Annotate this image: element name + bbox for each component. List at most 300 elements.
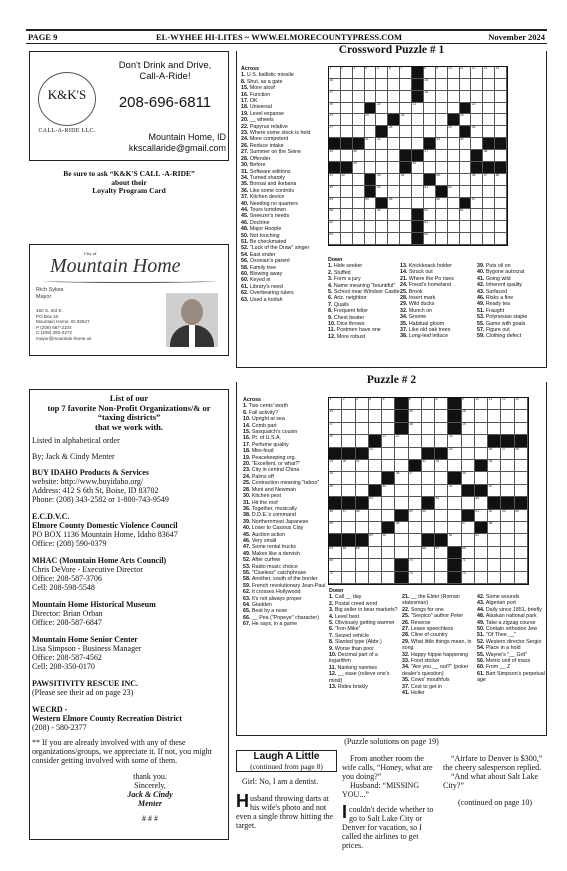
- grid-cell[interactable]: [382, 559, 395, 571]
- grid-cell[interactable]: [515, 510, 528, 522]
- grid-cell[interactable]: [342, 423, 355, 435]
- grid-cell[interactable]: [365, 162, 377, 174]
- grid-cell[interactable]: [341, 67, 353, 79]
- grid-cell[interactable]: [388, 198, 400, 210]
- grid-cell[interactable]: [376, 186, 388, 198]
- grid-cell[interactable]: [424, 150, 436, 162]
- grid-cell[interactable]: [475, 559, 488, 571]
- grid-cell[interactable]: [400, 79, 412, 91]
- grid-cell[interactable]: [341, 126, 353, 138]
- grid-cell[interactable]: [448, 448, 461, 460]
- grid-cell[interactable]: [353, 114, 365, 126]
- grid-cell[interactable]: [471, 221, 483, 233]
- grid-cell[interactable]: [495, 79, 507, 91]
- grid-cell[interactable]: [356, 472, 369, 484]
- grid-cell[interactable]: [475, 410, 488, 422]
- grid-cell[interactable]: [495, 186, 507, 198]
- grid-cell[interactable]: [376, 209, 388, 221]
- grid-cell[interactable]: [436, 114, 448, 126]
- grid-cell[interactable]: [501, 534, 514, 546]
- grid-cell[interactable]: [400, 67, 412, 79]
- grid-cell[interactable]: [495, 174, 507, 186]
- grid-cell[interactable]: [422, 423, 435, 435]
- grid-cell[interactable]: [471, 103, 483, 115]
- grid-cell[interactable]: [448, 485, 461, 497]
- grid-cell[interactable]: [382, 485, 395, 497]
- grid-cell[interactable]: [515, 460, 528, 472]
- grid-cell[interactable]: [448, 79, 460, 91]
- grid-cell[interactable]: [462, 435, 475, 447]
- grid-cell[interactable]: [424, 103, 436, 115]
- grid-cell[interactable]: [329, 522, 342, 534]
- grid-cell[interactable]: [435, 423, 448, 435]
- grid-cell[interactable]: [376, 67, 388, 79]
- grid-cell[interactable]: [382, 460, 395, 472]
- grid-cell[interactable]: [412, 126, 424, 138]
- grid-cell[interactable]: [329, 435, 342, 447]
- grid-cell[interactable]: [400, 114, 412, 126]
- grid-cell[interactable]: [395, 435, 408, 447]
- grid-cell[interactable]: [365, 79, 377, 91]
- grid-cell[interactable]: [495, 91, 507, 103]
- grid-cell[interactable]: [329, 174, 341, 186]
- grid-cell[interactable]: [376, 79, 388, 91]
- grid-cell[interactable]: [376, 103, 388, 115]
- grid-cell[interactable]: [435, 472, 448, 484]
- puzzle1-grid[interactable]: [328, 66, 508, 246]
- grid-cell[interactable]: [435, 410, 448, 422]
- grid-cell[interactable]: [475, 510, 488, 522]
- grid-cell[interactable]: [501, 472, 514, 484]
- grid-cell[interactable]: [435, 460, 448, 472]
- puzzle2-grid[interactable]: [328, 397, 529, 585]
- grid-cell[interactable]: [329, 472, 342, 484]
- grid-cell[interactable]: [448, 198, 460, 210]
- grid-cell[interactable]: [495, 221, 507, 233]
- grid-cell[interactable]: [515, 547, 528, 559]
- grid-cell[interactable]: [342, 522, 355, 534]
- grid-cell[interactable]: [424, 186, 436, 198]
- grid-cell[interactable]: [495, 233, 507, 245]
- grid-cell[interactable]: [501, 522, 514, 534]
- grid-cell[interactable]: [376, 91, 388, 103]
- grid-cell[interactable]: [409, 497, 422, 509]
- grid-cell[interactable]: [369, 497, 382, 509]
- grid-cell[interactable]: [342, 559, 355, 571]
- grid-cell[interactable]: [376, 233, 388, 245]
- grid-cell[interactable]: [471, 138, 483, 150]
- grid-cell[interactable]: [515, 423, 528, 435]
- grid-cell[interactable]: [436, 67, 448, 79]
- grid-cell[interactable]: [353, 91, 365, 103]
- grid-cell[interactable]: [365, 198, 377, 210]
- grid-cell[interactable]: [329, 150, 341, 162]
- grid-cell[interactable]: [388, 67, 400, 79]
- grid-cell[interactable]: [462, 448, 475, 460]
- grid-cell[interactable]: [369, 510, 382, 522]
- grid-cell[interactable]: [483, 221, 495, 233]
- grid-cell[interactable]: [395, 448, 408, 460]
- grid-cell[interactable]: [435, 547, 448, 559]
- grid-cell[interactable]: [341, 114, 353, 126]
- grid-cell[interactable]: [515, 559, 528, 571]
- grid-cell[interactable]: [471, 233, 483, 245]
- grid-cell[interactable]: [353, 186, 365, 198]
- grid-cell[interactable]: [488, 559, 501, 571]
- grid-cell[interactable]: [471, 174, 483, 186]
- grid-cell[interactable]: [436, 221, 448, 233]
- grid-cell[interactable]: [483, 186, 495, 198]
- grid-cell[interactable]: [495, 103, 507, 115]
- grid-cell[interactable]: [462, 559, 475, 571]
- grid-cell[interactable]: [409, 559, 422, 571]
- grid-cell[interactable]: [382, 410, 395, 422]
- grid-cell[interactable]: [388, 186, 400, 198]
- grid-cell[interactable]: [365, 91, 377, 103]
- grid-cell[interactable]: [448, 126, 460, 138]
- grid-cell[interactable]: [353, 174, 365, 186]
- grid-cell[interactable]: [436, 138, 448, 150]
- grid-cell[interactable]: [436, 209, 448, 221]
- grid-cell[interactable]: [436, 233, 448, 245]
- grid-cell[interactable]: [435, 572, 448, 584]
- grid-cell[interactable]: [483, 233, 495, 245]
- grid-cell[interactable]: [365, 138, 377, 150]
- grid-cell[interactable]: [448, 174, 460, 186]
- grid-cell[interactable]: [353, 67, 365, 79]
- grid-cell[interactable]: [356, 559, 369, 571]
- grid-cell[interactable]: [409, 435, 422, 447]
- grid-cell[interactable]: [515, 522, 528, 534]
- grid-cell[interactable]: [460, 150, 472, 162]
- grid-cell[interactable]: [395, 547, 408, 559]
- grid-cell[interactable]: [501, 448, 514, 460]
- grid-cell[interactable]: [400, 138, 412, 150]
- grid-cell[interactable]: [435, 522, 448, 534]
- grid-cell[interactable]: [475, 497, 488, 509]
- grid-cell[interactable]: [356, 547, 369, 559]
- grid-cell[interactable]: [342, 460, 355, 472]
- grid-cell[interactable]: [388, 138, 400, 150]
- grid-cell[interactable]: [365, 233, 377, 245]
- grid-cell[interactable]: [409, 510, 422, 522]
- grid-cell[interactable]: [460, 233, 472, 245]
- grid-cell[interactable]: [483, 91, 495, 103]
- grid-cell[interactable]: [435, 497, 448, 509]
- grid-cell[interactable]: [369, 448, 382, 460]
- grid-cell[interactable]: [400, 126, 412, 138]
- grid-cell[interactable]: [435, 435, 448, 447]
- grid-cell[interactable]: [369, 547, 382, 559]
- grid-cell[interactable]: [400, 174, 412, 186]
- grid-cell[interactable]: [475, 435, 488, 447]
- grid-cell[interactable]: [395, 485, 408, 497]
- grid-cell[interactable]: [376, 138, 388, 150]
- grid-cell[interactable]: [422, 410, 435, 422]
- grid-cell[interactable]: [515, 472, 528, 484]
- grid-cell[interactable]: [341, 209, 353, 221]
- grid-cell[interactable]: [448, 460, 461, 472]
- grid-cell[interactable]: [488, 572, 501, 584]
- grid-cell[interactable]: [515, 410, 528, 422]
- grid-cell[interactable]: [460, 79, 472, 91]
- grid-cell[interactable]: [501, 547, 514, 559]
- grid-cell[interactable]: [412, 162, 424, 174]
- grid-cell[interactable]: [475, 534, 488, 546]
- grid-cell[interactable]: [436, 150, 448, 162]
- grid-cell[interactable]: [341, 91, 353, 103]
- grid-cell[interactable]: [376, 114, 388, 126]
- grid-cell[interactable]: [435, 510, 448, 522]
- grid-cell[interactable]: [376, 150, 388, 162]
- grid-cell[interactable]: [353, 126, 365, 138]
- grid-cell[interactable]: [412, 114, 424, 126]
- grid-cell[interactable]: [483, 103, 495, 115]
- grid-cell[interactable]: [353, 209, 365, 221]
- grid-cell[interactable]: [501, 410, 514, 422]
- grid-cell[interactable]: [495, 150, 507, 162]
- grid-cell[interactable]: [341, 150, 353, 162]
- grid-cell[interactable]: [400, 233, 412, 245]
- grid-cell[interactable]: [483, 67, 495, 79]
- grid-cell[interactable]: [353, 162, 365, 174]
- grid-cell[interactable]: [488, 423, 501, 435]
- grid-cell[interactable]: [424, 114, 436, 126]
- grid-cell[interactable]: [356, 460, 369, 472]
- grid-cell[interactable]: [365, 114, 377, 126]
- grid-cell[interactable]: [341, 186, 353, 198]
- grid-cell[interactable]: [341, 221, 353, 233]
- grid-cell[interactable]: [488, 410, 501, 422]
- grid-cell[interactable]: [356, 423, 369, 435]
- grid-cell[interactable]: [488, 522, 501, 534]
- grid-cell[interactable]: [369, 398, 382, 410]
- grid-cell[interactable]: [483, 198, 495, 210]
- grid-cell[interactable]: [488, 472, 501, 484]
- grid-cell[interactable]: [329, 559, 342, 571]
- grid-cell[interactable]: [462, 472, 475, 484]
- grid-cell[interactable]: [395, 534, 408, 546]
- grid-cell[interactable]: [501, 485, 514, 497]
- grid-cell[interactable]: [483, 79, 495, 91]
- grid-cell[interactable]: [483, 150, 495, 162]
- grid-cell[interactable]: [424, 91, 436, 103]
- grid-cell[interactable]: [382, 534, 395, 546]
- grid-cell[interactable]: [409, 410, 422, 422]
- grid-cell[interactable]: [342, 410, 355, 422]
- grid-cell[interactable]: [448, 510, 461, 522]
- grid-cell[interactable]: [424, 233, 436, 245]
- grid-cell[interactable]: [400, 186, 412, 198]
- grid-cell[interactable]: [329, 485, 342, 497]
- grid-cell[interactable]: [353, 198, 365, 210]
- grid-cell[interactable]: [462, 410, 475, 422]
- grid-cell[interactable]: [448, 233, 460, 245]
- grid-cell[interactable]: [365, 67, 377, 79]
- grid-cell[interactable]: [400, 198, 412, 210]
- grid-cell[interactable]: [495, 198, 507, 210]
- grid-cell[interactable]: [409, 572, 422, 584]
- grid-cell[interactable]: [483, 126, 495, 138]
- grid-cell[interactable]: [422, 460, 435, 472]
- grid-cell[interactable]: [388, 91, 400, 103]
- grid-cell[interactable]: [460, 114, 472, 126]
- grid-cell[interactable]: [448, 103, 460, 115]
- grid-cell[interactable]: [341, 103, 353, 115]
- grid-cell[interactable]: [353, 79, 365, 91]
- grid-cell[interactable]: [382, 572, 395, 584]
- grid-cell[interactable]: [422, 398, 435, 410]
- grid-cell[interactable]: [409, 485, 422, 497]
- grid-cell[interactable]: [395, 497, 408, 509]
- grid-cell[interactable]: [448, 497, 461, 509]
- grid-cell[interactable]: [409, 448, 422, 460]
- grid-cell[interactable]: [460, 186, 472, 198]
- grid-cell[interactable]: [376, 221, 388, 233]
- grid-cell[interactable]: [369, 534, 382, 546]
- grid-cell[interactable]: [356, 410, 369, 422]
- grid-cell[interactable]: [422, 510, 435, 522]
- grid-cell[interactable]: [488, 485, 501, 497]
- grid-cell[interactable]: [436, 79, 448, 91]
- grid-cell[interactable]: [488, 547, 501, 559]
- grid-cell[interactable]: [422, 435, 435, 447]
- grid-cell[interactable]: [462, 497, 475, 509]
- grid-cell[interactable]: [342, 398, 355, 410]
- grid-cell[interactable]: [462, 522, 475, 534]
- grid-cell[interactable]: [382, 547, 395, 559]
- grid-cell[interactable]: [422, 547, 435, 559]
- grid-cell[interactable]: [412, 138, 424, 150]
- grid-cell[interactable]: [515, 572, 528, 584]
- grid-cell[interactable]: [488, 398, 501, 410]
- grid-cell[interactable]: [501, 460, 514, 472]
- grid-cell[interactable]: [436, 174, 448, 186]
- grid-cell[interactable]: [501, 398, 514, 410]
- grid-cell[interactable]: [376, 174, 388, 186]
- grid-cell[interactable]: [365, 150, 377, 162]
- grid-cell[interactable]: [515, 398, 528, 410]
- grid-cell[interactable]: [382, 510, 395, 522]
- grid-cell[interactable]: [422, 572, 435, 584]
- grid-cell[interactable]: [409, 534, 422, 546]
- grid-cell[interactable]: [356, 522, 369, 534]
- grid-cell[interactable]: [448, 534, 461, 546]
- grid-cell[interactable]: [369, 410, 382, 422]
- grid-cell[interactable]: [424, 79, 436, 91]
- grid-cell[interactable]: [475, 423, 488, 435]
- grid-cell[interactable]: [471, 79, 483, 91]
- grid-cell[interactable]: [460, 138, 472, 150]
- grid-cell[interactable]: [382, 497, 395, 509]
- grid-cell[interactable]: [422, 472, 435, 484]
- grid-cell[interactable]: [495, 114, 507, 126]
- grid-cell[interactable]: [395, 472, 408, 484]
- grid-cell[interactable]: [488, 460, 501, 472]
- grid-cell[interactable]: [341, 198, 353, 210]
- grid-cell[interactable]: [369, 559, 382, 571]
- grid-cell[interactable]: [436, 91, 448, 103]
- grid-cell[interactable]: [388, 126, 400, 138]
- grid-cell[interactable]: [400, 221, 412, 233]
- grid-cell[interactable]: [400, 209, 412, 221]
- grid-cell[interactable]: [471, 67, 483, 79]
- grid-cell[interactable]: [435, 559, 448, 571]
- grid-cell[interactable]: [448, 435, 461, 447]
- grid-cell[interactable]: [388, 221, 400, 233]
- grid-cell[interactable]: [495, 209, 507, 221]
- grid-cell[interactable]: [356, 485, 369, 497]
- grid-cell[interactable]: [483, 174, 495, 186]
- grid-cell[interactable]: [475, 448, 488, 460]
- grid-cell[interactable]: [471, 126, 483, 138]
- grid-cell[interactable]: [329, 572, 342, 584]
- grid-cell[interactable]: [342, 547, 355, 559]
- grid-cell[interactable]: [515, 448, 528, 460]
- grid-cell[interactable]: [460, 221, 472, 233]
- grid-cell[interactable]: [329, 126, 341, 138]
- grid-cell[interactable]: [329, 410, 342, 422]
- grid-cell[interactable]: [365, 221, 377, 233]
- grid-cell[interactable]: [341, 79, 353, 91]
- grid-cell[interactable]: [448, 209, 460, 221]
- grid-cell[interactable]: [388, 150, 400, 162]
- grid-cell[interactable]: [422, 559, 435, 571]
- grid-cell[interactable]: [436, 198, 448, 210]
- grid-cell[interactable]: [353, 103, 365, 115]
- grid-cell[interactable]: [329, 91, 341, 103]
- grid-cell[interactable]: [475, 547, 488, 559]
- grid-cell[interactable]: [329, 79, 341, 91]
- grid-cell[interactable]: [488, 534, 501, 546]
- grid-cell[interactable]: [369, 472, 382, 484]
- grid-cell[interactable]: [409, 423, 422, 435]
- grid-cell[interactable]: [462, 423, 475, 435]
- grid-cell[interactable]: [483, 209, 495, 221]
- grid-cell[interactable]: [342, 572, 355, 584]
- grid-cell[interactable]: [388, 162, 400, 174]
- grid-cell[interactable]: [400, 91, 412, 103]
- grid-cell[interactable]: [356, 510, 369, 522]
- grid-cell[interactable]: [483, 114, 495, 126]
- grid-cell[interactable]: [462, 572, 475, 584]
- grid-cell[interactable]: [448, 91, 460, 103]
- grid-cell[interactable]: [435, 398, 448, 410]
- grid-cell[interactable]: [448, 162, 460, 174]
- grid-cell[interactable]: [460, 67, 472, 79]
- grid-cell[interactable]: [501, 559, 514, 571]
- grid-cell[interactable]: [501, 510, 514, 522]
- grid-cell[interactable]: [471, 91, 483, 103]
- grid-cell[interactable]: [342, 472, 355, 484]
- grid-cell[interactable]: [422, 522, 435, 534]
- grid-cell[interactable]: [448, 67, 460, 79]
- grid-cell[interactable]: [382, 448, 395, 460]
- grid-cell[interactable]: [460, 162, 472, 174]
- grid-cell[interactable]: [515, 485, 528, 497]
- grid-cell[interactable]: [365, 209, 377, 221]
- grid-cell[interactable]: [388, 79, 400, 91]
- grid-cell[interactable]: [460, 174, 472, 186]
- grid-cell[interactable]: [412, 174, 424, 186]
- grid-cell[interactable]: [471, 198, 483, 210]
- grid-cell[interactable]: [395, 522, 408, 534]
- grid-cell[interactable]: [475, 572, 488, 584]
- grid-cell[interactable]: [382, 435, 395, 447]
- grid-cell[interactable]: [424, 162, 436, 174]
- grid-cell[interactable]: [436, 103, 448, 115]
- grid-cell[interactable]: [412, 103, 424, 115]
